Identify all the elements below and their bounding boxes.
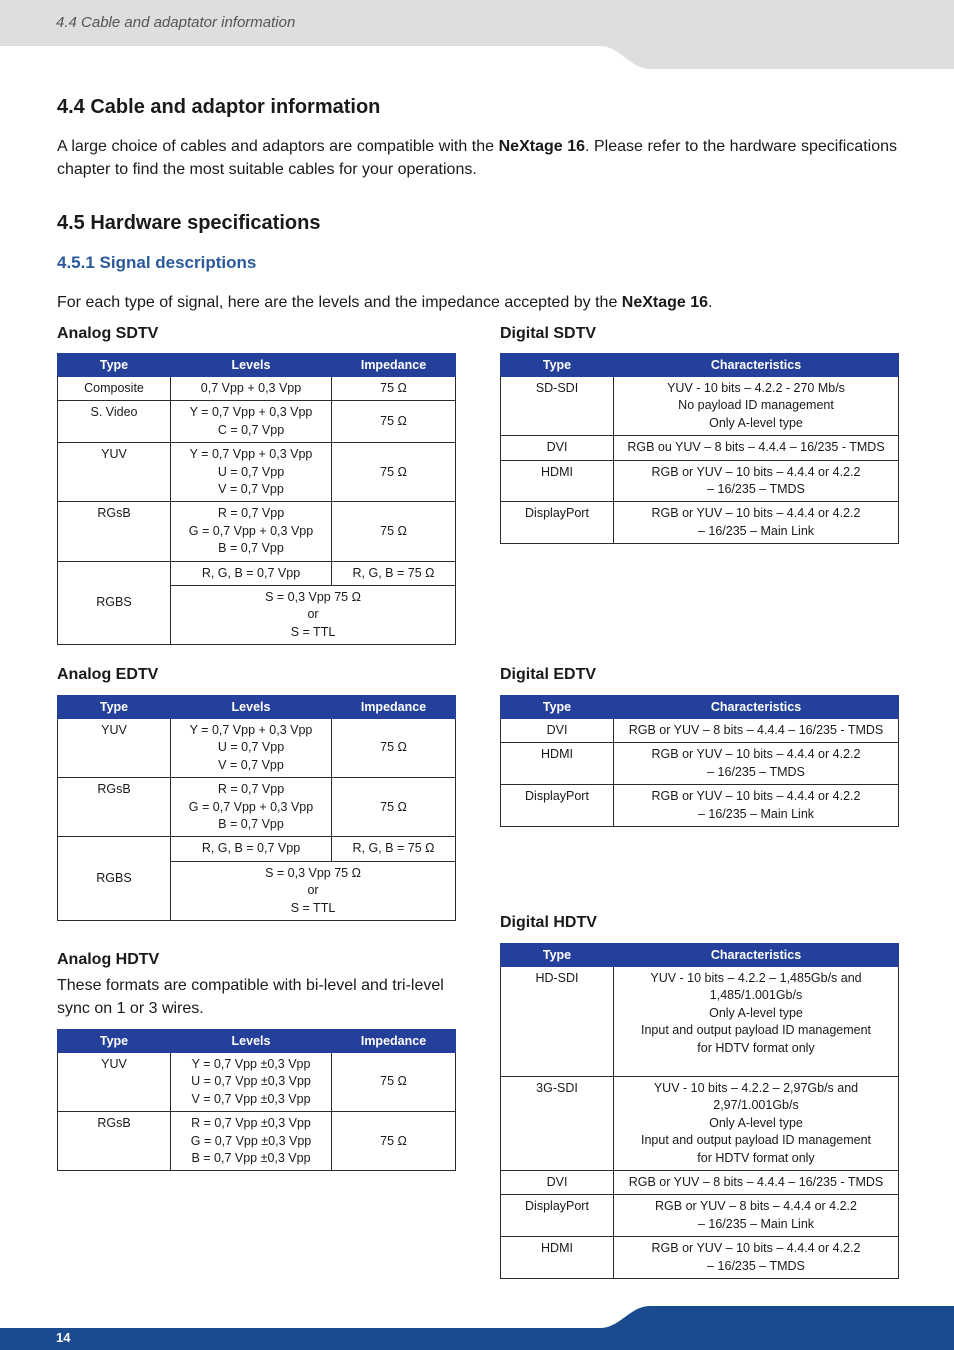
type-cell: RGsB — [58, 1112, 171, 1171]
digital-hdtv-table — [500, 943, 899, 1279]
impedance-cell: 75 Ω — [332, 502, 456, 561]
levels-cell: Y = 0,7 Vpp + 0,3 Vpp U = 0,7 Vpp V = 0,7 Vpp — [171, 443, 332, 502]
type-cell: DVI — [501, 436, 614, 460]
table-row — [501, 436, 899, 460]
column-header-levels: Levels — [171, 1030, 332, 1053]
digital-edtv-table — [500, 695, 899, 827]
product-name: NeXtage 16 — [498, 138, 585, 155]
table-row — [501, 967, 899, 1077]
subsection-title-signal-descriptions: 4.5.1 Signal descriptions — [57, 253, 257, 272]
table-row — [58, 502, 456, 561]
characteristics-cell: RGB or YUV – 8 bits – 4.4.4 – 16/235 - TMDS — [614, 1171, 899, 1195]
type-cell: 3G-SDI — [501, 1077, 614, 1171]
table-row — [58, 561, 456, 585]
digital-sdtv-title: Digital SDTV — [500, 325, 597, 342]
column-header-impedance: Impedance — [332, 354, 456, 377]
type-cell: RGsB — [58, 502, 171, 561]
characteristics-cell: RGB or YUV – 8 bits – 4.4.4 or 4.2.2 – 16/235 – Main Link — [614, 1195, 899, 1237]
levels-cell: R = 0,7 Vpp G = 0,7 Vpp + 0,3 Vpp B = 0,7 Vpp — [171, 502, 332, 561]
type-cell: DisplayPort — [501, 1195, 614, 1237]
column-header-impedance: Impedance — [332, 1030, 456, 1053]
type-cell: DisplayPort — [501, 785, 614, 827]
type-cell: HDMI — [501, 743, 614, 785]
table-header-row — [501, 354, 899, 377]
impedance-cell: 75 Ω — [332, 719, 456, 778]
column-header-characteristics: Characteristics — [614, 696, 899, 719]
column-header-impedance: Impedance — [332, 696, 456, 719]
type-cell: RGBS — [58, 837, 171, 921]
table-row — [501, 1195, 899, 1237]
characteristics-cell: RGB or YUV – 10 bits – 4.4.4 or 4.2.2 – 16/235 – TMDS — [614, 1237, 899, 1279]
type-cell: RGsB — [58, 778, 171, 837]
table-row — [501, 719, 899, 743]
column-header-levels: Levels — [171, 354, 332, 377]
table-row — [501, 743, 899, 785]
analog-sdtv-table — [57, 353, 456, 645]
characteristics-cell: RGB or YUV – 10 bits – 4.4.4 or 4.2.2 – 16/235 – Main Link — [614, 502, 899, 544]
levels-cell: R, G, B = 0,7 Vpp — [171, 561, 332, 585]
type-cell: HD-SDI — [501, 967, 614, 1077]
impedance-cell: 75 Ω — [332, 1053, 456, 1112]
section-title-hardware-specs: 4.5 Hardware specifications — [57, 212, 321, 234]
characteristics-cell: RGB or YUV – 10 bits – 4.4.4 or 4.2.2 – 16/235 – TMDS — [614, 743, 899, 785]
impedance-cell: 75 Ω — [332, 778, 456, 837]
levels-cell: R = 0,7 Vpp ±0,3 Vpp G = 0,7 Vpp ±0,3 Vpp B = 0,7 Vpp ±0,3 Vpp — [171, 1112, 332, 1171]
digital-sdtv-table — [500, 353, 899, 544]
impedance-cell: R, G, B = 75 Ω — [332, 837, 456, 861]
type-cell: YUV — [58, 1053, 171, 1112]
digital-hdtv-title: Digital HDTV — [500, 914, 597, 931]
table-header-row — [501, 696, 899, 719]
analog-edtv-title: Analog EDTV — [57, 666, 159, 683]
impedance-cell: 75 Ω — [332, 443, 456, 502]
column-header-type: Type — [501, 696, 614, 719]
section-cable-paragraph: A large choice of cables and adaptors are compatible with the NeXtage 16. Please refer to the hardware specifications chapter to find the most suitable cables for your operations. — [57, 138, 898, 178]
column-header-levels: Levels — [171, 696, 332, 719]
levels-cell: 0,7 Vpp + 0,3 Vpp — [171, 377, 332, 401]
levels-cell: R = 0,7 Vpp G = 0,7 Vpp + 0,3 Vpp B = 0,7 Vpp — [171, 778, 332, 837]
levels-cell: R, G, B = 0,7 Vpp — [171, 837, 332, 861]
column-header-characteristics: Characteristics — [614, 944, 899, 967]
type-cell: SD-SDI — [501, 377, 614, 436]
table-row — [58, 837, 456, 861]
table-row — [501, 377, 899, 436]
table-row — [501, 460, 899, 502]
table-header-row — [501, 944, 899, 967]
column-header-type: Type — [501, 354, 614, 377]
digital-edtv-title: Digital EDTV — [500, 666, 597, 683]
table-row — [501, 785, 899, 827]
impedance-cell: 75 Ω — [332, 377, 456, 401]
type-cell: HDMI — [501, 1237, 614, 1279]
table-header-row — [58, 354, 456, 377]
header-band — [0, 0, 954, 70]
table-row — [501, 502, 899, 544]
characteristics-cell: RGB or YUV – 10 bits – 4.4.4 or 4.2.2 – 16/235 – Main Link — [614, 785, 899, 827]
type-cell: Composite — [58, 377, 171, 401]
type-cell: S. Video — [58, 401, 171, 443]
table-row — [58, 377, 456, 401]
table-row — [58, 719, 456, 778]
section-title-cable-adaptor: 4.4 Cable and adaptor information — [57, 96, 381, 118]
sync-cell: S = 0,3 Vpp 75 Ω or S = TTL — [171, 586, 456, 645]
table-row — [501, 1237, 899, 1279]
levels-cell: Y = 0,7 Vpp + 0,3 Vpp U = 0,7 Vpp V = 0,7 Vpp — [171, 719, 332, 778]
running-header: 4.4 Cable and adaptator information — [56, 14, 296, 31]
levels-cell: Y = 0,7 Vpp ±0,3 Vpp U = 0,7 Vpp ±0,3 Vpp V = 0,7 Vpp ±0,3 Vpp — [171, 1053, 332, 1112]
type-cell: RGBS — [58, 561, 171, 645]
table-row — [58, 401, 456, 443]
levels-cell: Y = 0,7 Vpp + 0,3 Vpp C = 0,7 Vpp — [171, 401, 332, 443]
type-cell: DisplayPort — [501, 502, 614, 544]
product-name: NeXtage 16 — [621, 294, 709, 311]
analog-hdtv-note: These formats are compatible with bi-level and tri-level sync on 1 or 3 wires. — [57, 977, 444, 1017]
characteristics-cell: YUV - 10 bits – 4.2.2 - 270 Mb/s No payload ID management Only A-level type — [614, 377, 899, 436]
table-row — [501, 1077, 899, 1171]
footer-band — [0, 1300, 954, 1350]
table-header-row — [58, 696, 456, 719]
analog-hdtv-table — [57, 1029, 456, 1171]
sync-cell: S = 0,3 Vpp 75 Ω or S = TTL — [171, 861, 456, 920]
table-row — [58, 778, 456, 837]
column-header-type: Type — [58, 696, 171, 719]
impedance-cell: 75 Ω — [332, 1112, 456, 1171]
impedance-cell: 75 Ω — [332, 401, 456, 443]
characteristics-cell: YUV - 10 bits – 4.2.2 – 2,97Gb/s and 2,97/1.001Gb/s Only A-level type Input and output payload ID management for HDTV format only — [614, 1077, 899, 1171]
type-cell: DVI — [501, 1171, 614, 1195]
table-row — [58, 1053, 456, 1112]
column-header-type: Type — [501, 944, 614, 967]
column-header-type: Type — [58, 354, 171, 377]
table-row — [501, 1171, 899, 1195]
type-cell: YUV — [58, 719, 171, 778]
characteristics-cell: RGB ou YUV – 8 bits – 4.4.4 – 16/235 - TMDS — [614, 436, 899, 460]
analog-sdtv-title: Analog SDTV — [57, 325, 159, 342]
page-number: 14 — [56, 1330, 71, 1345]
type-cell: DVI — [501, 719, 614, 743]
analog-edtv-table — [57, 695, 456, 921]
column-header-characteristics: Characteristics — [614, 354, 899, 377]
signal-descriptions-paragraph: For each type of signal, here are the levels and the impedance accepted by the NeXtage 16. — [57, 294, 713, 311]
characteristics-cell: RGB or YUV – 10 bits – 4.4.4 or 4.2.2 – 16/235 – TMDS — [614, 460, 899, 502]
type-cell: YUV — [58, 443, 171, 502]
characteristics-cell: YUV - 10 bits – 4.2.2 – 1,485Gb/s and 1,485/1.001Gb/s Only A-level type Input and output payload ID management for HDTV format only — [614, 967, 899, 1077]
impedance-cell: R, G, B = 75 Ω — [332, 561, 456, 585]
characteristics-cell: RGB or YUV – 8 bits – 4.4.4 – 16/235 - TMDS — [614, 719, 899, 743]
table-row — [58, 443, 456, 502]
analog-hdtv-title: Analog HDTV — [57, 951, 160, 968]
table-row — [58, 1112, 456, 1171]
table-header-row — [58, 1030, 456, 1053]
column-header-type: Type — [58, 1030, 171, 1053]
type-cell: HDMI — [501, 460, 614, 502]
